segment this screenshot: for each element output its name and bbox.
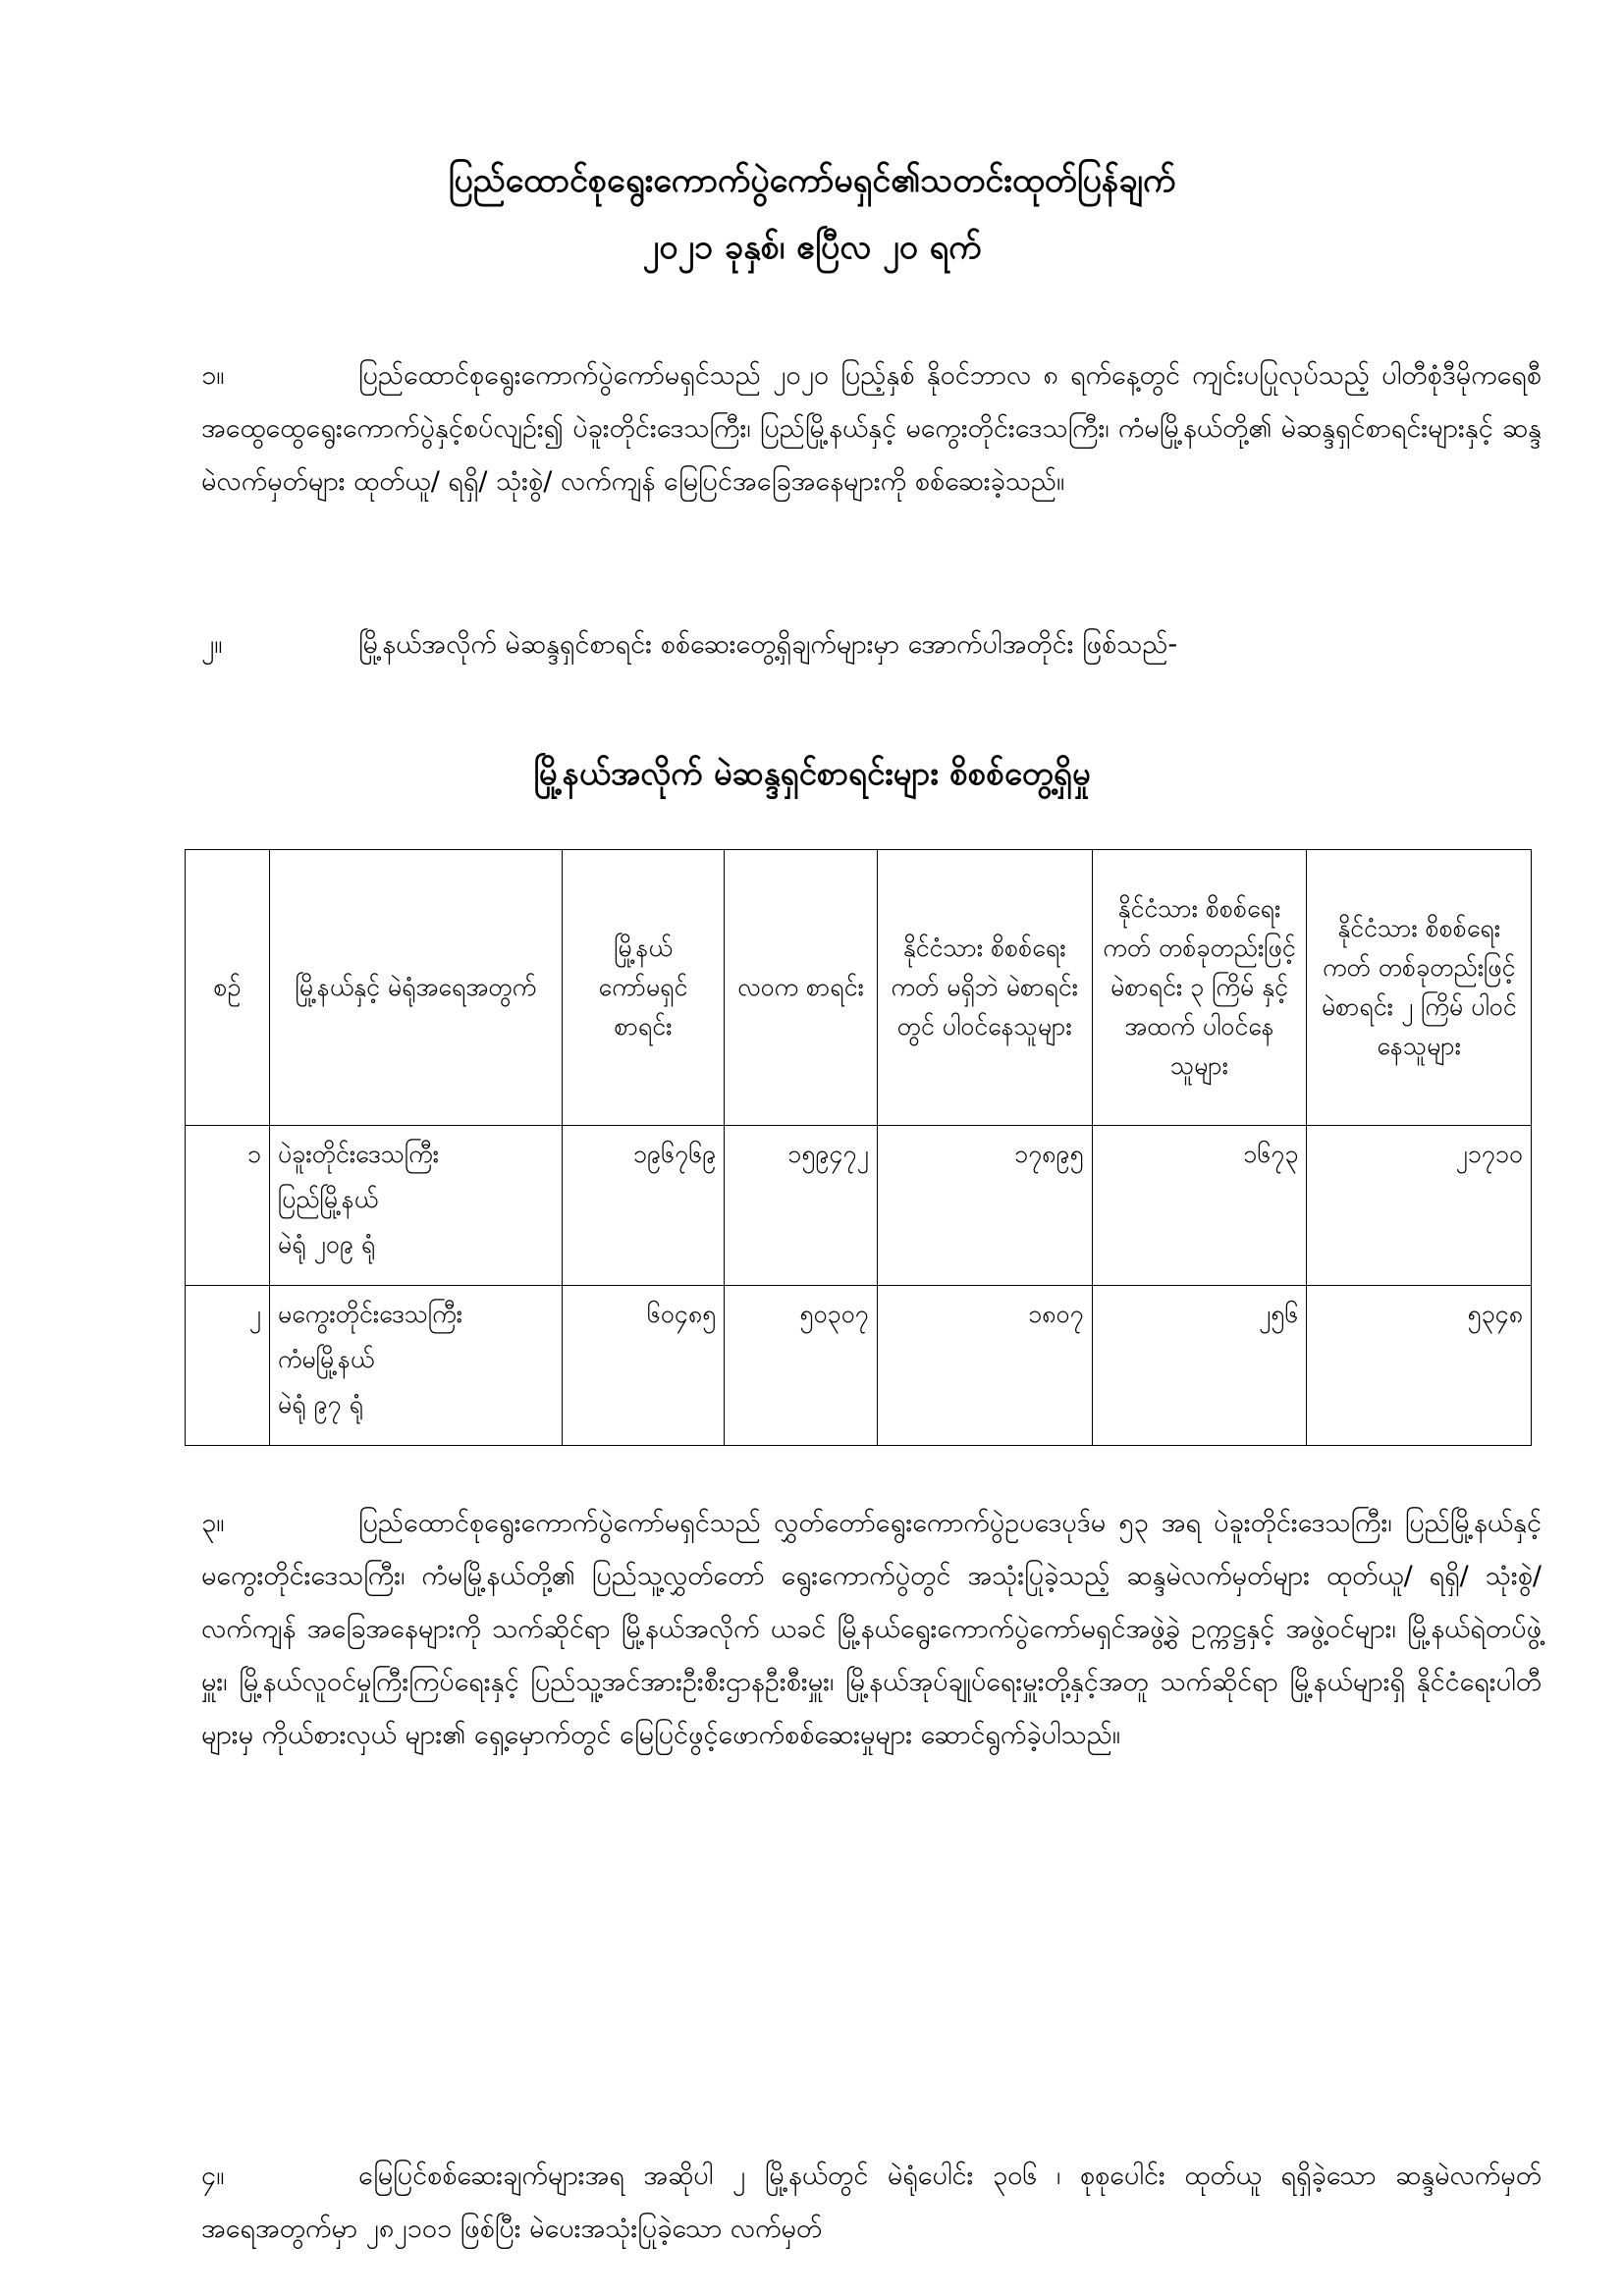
table-header-row	[186, 850, 1532, 1126]
header-no-nrc: နိုင်ငံသား စိစစ်ရေးကတ် မရှိဘဲ မဲစာရင်းတွင် ပါဝင်နေသူများ	[877, 850, 1092, 1126]
cell-no-nrc: ၁၈၀၇	[877, 1286, 1092, 1446]
paragraph-number: ၄။	[201, 2161, 225, 2191]
cell-township-name: ကံမမြို့နယ်	[277, 1345, 375, 1373]
voter-list-table	[185, 849, 1532, 1446]
paragraph-text: မြို့နယ်အလိုက် မဲဆန္ဒရှင်စာရင်း စစ်ဆေးတွေ့ရှိချက်များမှာ အောက်ပါအတိုင်း ဖြစ်သည်-	[358, 629, 1178, 660]
cell-region: မကွေးတိုင်းဒေသကြီး	[277, 1300, 462, 1328]
paragraph-number: ၁။	[201, 360, 225, 391]
document-title: ပြည်ထောင်စုရွေးကောက်ပွဲကော်မရှင်၏သတင်းထုတ်ပြန်ချက်	[448, 161, 1176, 200]
table-title: မြို့နယ်အလိုက် မဲဆန္ဒရှင်စာရင်းများ စိစစ်တွေ့ရှိမှု	[533, 754, 1091, 792]
cell-duplicate-3plus: ၂၅၆	[1092, 1286, 1307, 1446]
paragraph-text: ပြည်ထောင်စုရွေးကောက်ပွဲကော်မရှင်သည် လွှတ်တော်ရွေးကောက်ပွဲဥပဒေပုဒ်မ ၅၃ အရ ပဲခူးတိုင်းဒေသကြီး၊ ပြည်မြို့နယ်နှင့် မကွေးတိုင်းဒေသကြီး၊ ကံမမြို့နယ်တို့၏ ပြည်သူ့လွှတ်တော် ရွေးကောက်ပွဲတွင် အသုံးပြုခဲ့သည့် ဆန္ဒမဲလက်မှတ်များ ထုတ်ယူ/ ရရှိ/ သုံးစွဲ/ လက်ကျန် အခြေအနေများကို သက်ဆိုင်ရာ မြို့နယ်အလိုက် ယခင် မြို့နယ်ရွေးကောက်ပွဲကော်မရှင်အဖွဲ့ခွဲ ဥက္ကဋ္ဌနှင့် အဖွဲ့ဝင်များ၊ မြို့နယ်ရဲတပ်ဖွဲ့မှူး၊ မြို့နယ်လူဝင်မှုကြီးကြပ်ရေးနှင့် ပြည်သူ့အင်အားဦးစီးဌာနဦးစီးမှူး၊ မြို့နယ်အုပ်ချုပ်ရေးမှူးတို့နှင့်အတူ သက်ဆိုင်ရာ မြို့နယ်များရှိ နိုင်ငံရေးပါတီများမှ ကိုယ်စားလှယ် များ၏ ရှေ့မှောက်တွင် မြေပြင်ဖွင့်ဖောက်စစ်ဆေးမှုများ ဆောင်ရွက်ခဲ့ပါသည်။	[201, 1508, 1542, 1750]
paragraph-4	[201, 2150, 1542, 2256]
paragraph-number: ၃။	[201, 1508, 225, 1538]
cell-commission-list: ၆၀၄၈၅	[562, 1286, 724, 1446]
cell-township	[269, 1286, 562, 1446]
paragraph-1	[201, 349, 1542, 508]
header-immigration-list: လဝက စာရင်း	[725, 850, 878, 1126]
cell-no-nrc: ၁၇၈၉၅	[877, 1126, 1092, 1286]
cell-stations: မဲရုံ ၂၀၉ ရုံ	[277, 1230, 376, 1258]
header-duplicate-2: နိုင်ငံသား စိစစ်ရေးကတ် တစ်ခုတည်းဖြင့် မဲစာရင်း ၂ ကြိမ် ပါဝင်နေသူများ	[1307, 850, 1532, 1126]
paragraph-number: ၂။	[201, 629, 223, 660]
header-duplicate-3plus: နိုင်ငံသား စိစစ်ရေးကတ် တစ်ခုတည်းဖြင့် မဲစာရင်း ၃ ကြိမ် နှင့် အထက် ပါဝင်နေသူများ	[1092, 850, 1307, 1126]
cell-immigration-list: ၁၅၉၄၇၂	[725, 1126, 878, 1286]
header-township: မြို့နယ်နှင့် မဲရုံအရေအတွက်	[269, 850, 562, 1126]
paragraph-text: ပြည်ထောင်စုရွေးကောက်ပွဲကော်မရှင်သည် ၂၀၂၀ ပြည့်နှစ် နိုဝင်ဘာလ ၈ ရက်နေ့တွင် ကျင်းပပြုလုပ်သည့် ပါတီစုံဒီမိုကရေစီအထွေထွေရွေးကောက်ပွဲနှင့်စပ်လျဉ်း၍ ပဲခူးတိုင်းဒေသကြီး၊ ပြည်မြို့နယ်နှင့် မကွေးတိုင်းဒေသကြီး၊ ကံမမြို့နယ်တို့၏ မဲဆန္ဒရှင်စာရင်းများနှင့် ဆန္ဒမဲလက်မှတ်များ ထုတ်ယူ/ ရရှိ/ သုံးစွဲ/ လက်ကျန် မြေပြင်အခြေအနေများကို စစ်ဆေးခဲ့သည်။	[201, 360, 1542, 497]
paragraph-text: မြေပြင်စစ်ဆေးချက်များအရ အဆိုပါ ၂ မြို့နယ်တွင် မဲရုံပေါင်း ၃၀၆ ၊ စုစုပေါင်း ထုတ်ယူ ရရှိခဲ့သော ဆန္ဒမဲလက်မှတ်အရေအတွက်မှာ ၂၈၂၁၀၁ ဖြစ်ပြီး မဲပေးအသုံးပြုခဲ့သော လက်မှတ်	[201, 2161, 1542, 2244]
cell-no: ၁	[186, 1126, 270, 1286]
cell-duplicate-2: ၂၁၇၁၀	[1307, 1126, 1532, 1286]
cell-duplicate-3plus: ၁၆၇၃	[1092, 1126, 1307, 1286]
cell-no: ၂	[186, 1286, 270, 1446]
document-date: ၂၀၂၁ ခုနှစ်၊ ဧပြီလ ၂၀ ရက်	[642, 228, 982, 267]
cell-stations: မဲရုံ ၉၇ ရုံ	[277, 1390, 363, 1418]
paragraph-2	[201, 618, 1542, 671]
cell-region: ပဲခူးတိုင်းဒေသကြီး	[277, 1140, 439, 1168]
table-row	[186, 1286, 1532, 1446]
cell-township-name: ပြည်မြို့နယ်	[277, 1185, 379, 1213]
paragraph-3	[201, 1497, 1542, 1762]
cell-duplicate-2: ၅၃၄၈	[1307, 1286, 1532, 1446]
cell-immigration-list: ၅၀၃၀၇	[725, 1286, 878, 1446]
cell-township	[269, 1126, 562, 1286]
header-commission-list: မြို့နယ် ကော်မရှင် စာရင်း	[562, 850, 724, 1126]
cell-commission-list: ၁၉၆၇၆၉	[562, 1126, 724, 1286]
header-no: စဉ်	[186, 850, 270, 1126]
table-row	[186, 1126, 1532, 1286]
